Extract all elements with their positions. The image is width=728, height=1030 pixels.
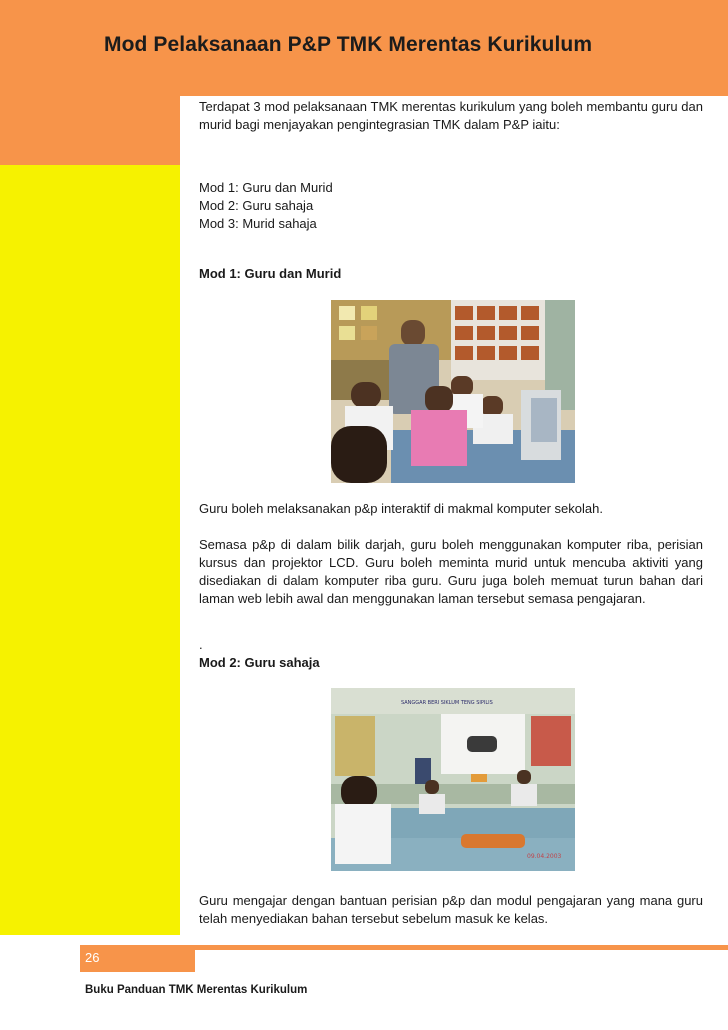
classroom-projector-photo — [331, 688, 575, 871]
mod2-caption: Guru mengajar dengan bantuan perisian p&p dan modul pengajaran yang mana guru telah menyediakan bahan tersebut sebelum masuk ke kelas. — [199, 893, 703, 926]
mod1-heading: Mod 1: Guru dan Murid — [199, 266, 342, 281]
mod1-paragraph: Semasa p&p di dalam bilik darjah, guru boleh menggunakan komputer riba, perisian kursus dan projektor LCD. Guru boleh meminta murid untuk mencuba aktiviti yang disediakan di dalam komputer riba guru. Guru juga boleh memuat turun bahan dari laman web lebih awal dan menggunakan laman tersebut semasa pengajaran. — [199, 537, 703, 606]
page-number: 26 — [85, 950, 100, 965]
mode-list-item: Mod 1: Guru dan Murid — [199, 180, 333, 195]
separator-dot: . — [199, 637, 203, 652]
mode-list-item: Mod 3: Murid sahaja — [199, 216, 317, 231]
sidebar-band — [0, 165, 180, 935]
classroom-banner-text: SANGGAR BERI SIKLUM TENG SIPILIS — [401, 700, 493, 706]
mode-list — [199, 179, 703, 233]
mode-list-item: Mod 2: Guru sahaja — [199, 198, 314, 213]
intro-paragraph: Terdapat 3 mod pelaksanaan TMK merentas kurikulum yang boleh membantu guru dan murid bagi menjayakan pengintegrasian TMK dalam P&P iaitu: — [199, 99, 703, 132]
computer-lab-photo — [331, 300, 575, 483]
page-title: Mod Pelaksanaan P&P TMK Merentas Kurikulum — [104, 33, 593, 56]
photo-date-stamp: 09.04.2003 — [527, 853, 562, 860]
mod2-heading: Mod 2: Guru sahaja — [199, 655, 320, 670]
footer-book-title: Buku Panduan TMK Merentas Kurikulum — [85, 984, 308, 996]
mod1-caption: Guru boleh melaksanakan p&p interaktif di makmal komputer sekolah. — [199, 501, 603, 516]
